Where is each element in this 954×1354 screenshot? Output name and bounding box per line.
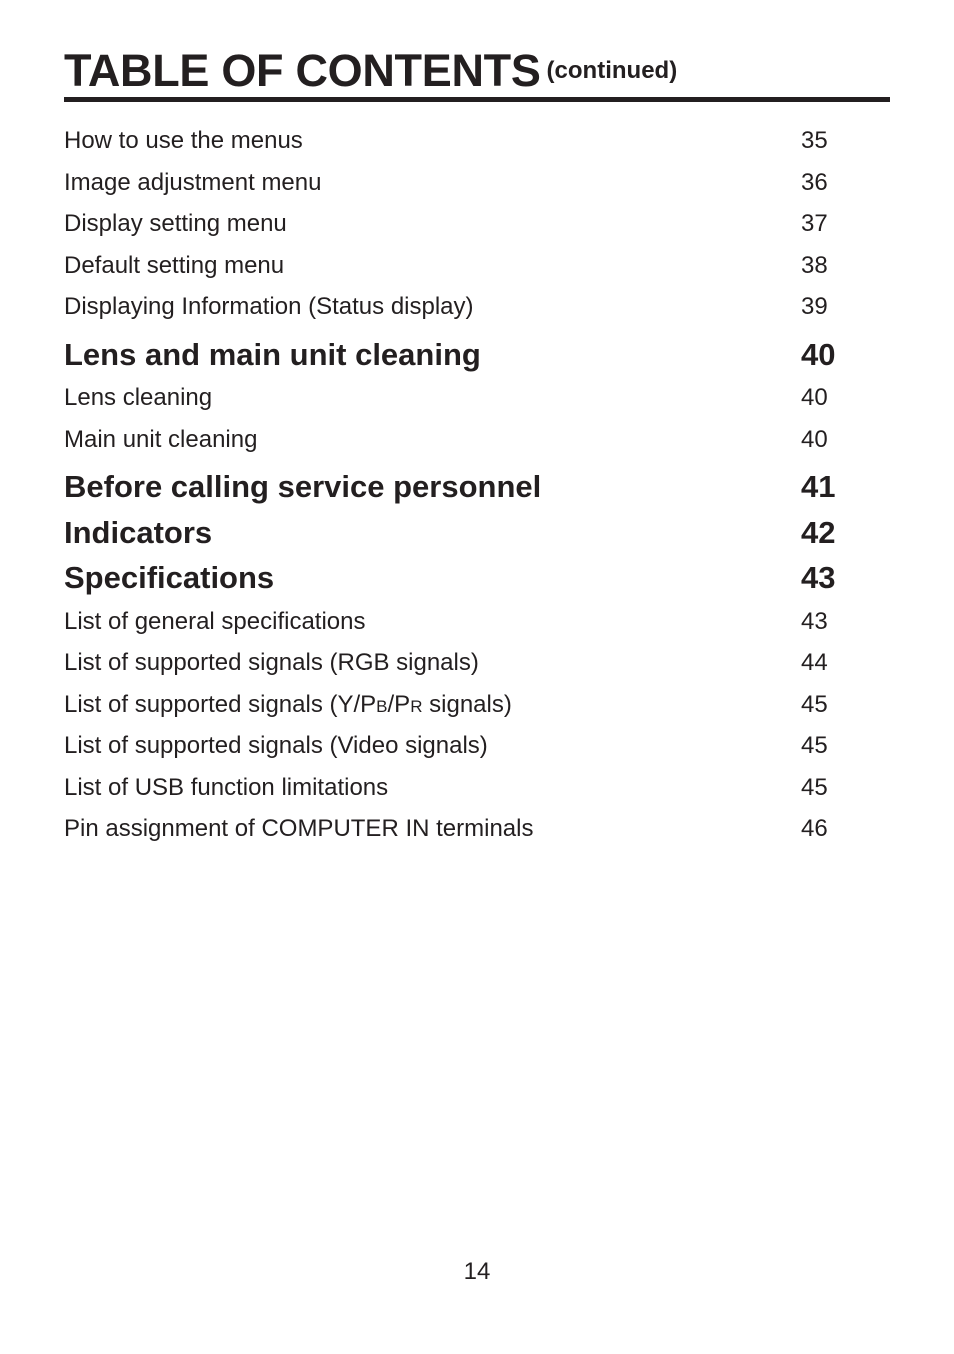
toc-entry[interactable] xyxy=(64,725,844,767)
toc-entry-page: 46 xyxy=(801,815,828,842)
toc-entry-page: 45 xyxy=(801,773,828,801)
toc-entry-label: Lens cleaning xyxy=(64,384,213,411)
toc-entry[interactable] xyxy=(64,162,844,204)
label-text: List of supported signals (Y/P xyxy=(64,690,377,718)
toc-entry-label: Default setting menu xyxy=(64,251,285,279)
toc-entry[interactable] xyxy=(64,286,844,328)
toc-entry-label xyxy=(64,684,512,727)
toc-section-page: 42 xyxy=(801,514,836,550)
toc-entry[interactable] xyxy=(64,203,844,245)
toc-entry-page: 38 xyxy=(801,251,828,279)
toc-section-page: 40 xyxy=(801,336,836,372)
toc-entry[interactable] xyxy=(64,419,844,461)
page-header xyxy=(64,45,890,102)
toc-entry-label: List of general specifications xyxy=(64,607,366,635)
toc-entry[interactable] xyxy=(64,120,844,162)
title-continued: (continued) xyxy=(546,57,678,84)
toc-entry-page: 35 xyxy=(801,127,828,154)
toc-entry[interactable] xyxy=(64,808,844,850)
toc-entry[interactable] xyxy=(64,684,844,726)
toc-entry[interactable] xyxy=(64,642,844,684)
toc-section[interactable] xyxy=(64,555,844,601)
toc-section-label: Specifications xyxy=(64,560,275,595)
toc-section-label: Before calling service personnel xyxy=(64,469,542,504)
title-text: TABLE OF CONTENTS xyxy=(64,45,541,96)
toc-section[interactable] xyxy=(64,510,844,556)
toc-entry-label: List of supported signals (RGB signals) xyxy=(64,649,479,676)
toc-entry-page: 36 xyxy=(801,168,828,196)
table-of-contents xyxy=(64,120,844,850)
toc-section-label: Indicators xyxy=(64,514,213,550)
toc-entry-page: 40 xyxy=(801,384,828,411)
label-small-caps: B xyxy=(376,696,388,716)
label-text: signals) xyxy=(422,690,512,718)
toc-section[interactable] xyxy=(64,332,844,378)
toc-entry-page: 37 xyxy=(801,210,828,237)
toc-section-page: 43 xyxy=(801,560,836,595)
label-text: /P xyxy=(387,690,411,718)
toc-entry-label: Main unit cleaning xyxy=(64,425,258,453)
toc-entry[interactable] xyxy=(64,245,844,287)
toc-section-page: 41 xyxy=(801,469,836,504)
toc-section-label: Lens and main unit cleaning xyxy=(64,336,481,372)
toc-entry-label: Display setting menu xyxy=(64,210,287,237)
toc-entry-page: 44 xyxy=(801,649,828,676)
toc-section[interactable] xyxy=(64,464,844,510)
toc-entry-label: Pin assignment of COMPUTER IN terminals xyxy=(64,815,534,842)
toc-entry-label: List of USB function limitations xyxy=(64,773,389,801)
toc-entry[interactable] xyxy=(64,377,844,419)
page-title xyxy=(64,45,678,96)
toc-entry-label: List of supported signals (Video signals) xyxy=(64,732,488,759)
toc-entry-page: 43 xyxy=(801,607,828,635)
toc-entry-label: Image adjustment menu xyxy=(64,168,322,196)
label-small-caps: R xyxy=(410,696,423,716)
toc-entry-page: 45 xyxy=(801,732,828,759)
toc-entry-label: Displaying Information (Status display) xyxy=(64,293,474,320)
toc-entry-page: 39 xyxy=(801,293,828,320)
toc-entry[interactable] xyxy=(64,601,844,643)
toc-entry-label: How to use the menus xyxy=(64,127,303,154)
toc-entry-page: 45 xyxy=(801,690,828,718)
toc-entry[interactable] xyxy=(64,767,844,809)
toc-entry-page: 40 xyxy=(801,425,828,453)
page-number: 14 xyxy=(463,1258,491,1285)
